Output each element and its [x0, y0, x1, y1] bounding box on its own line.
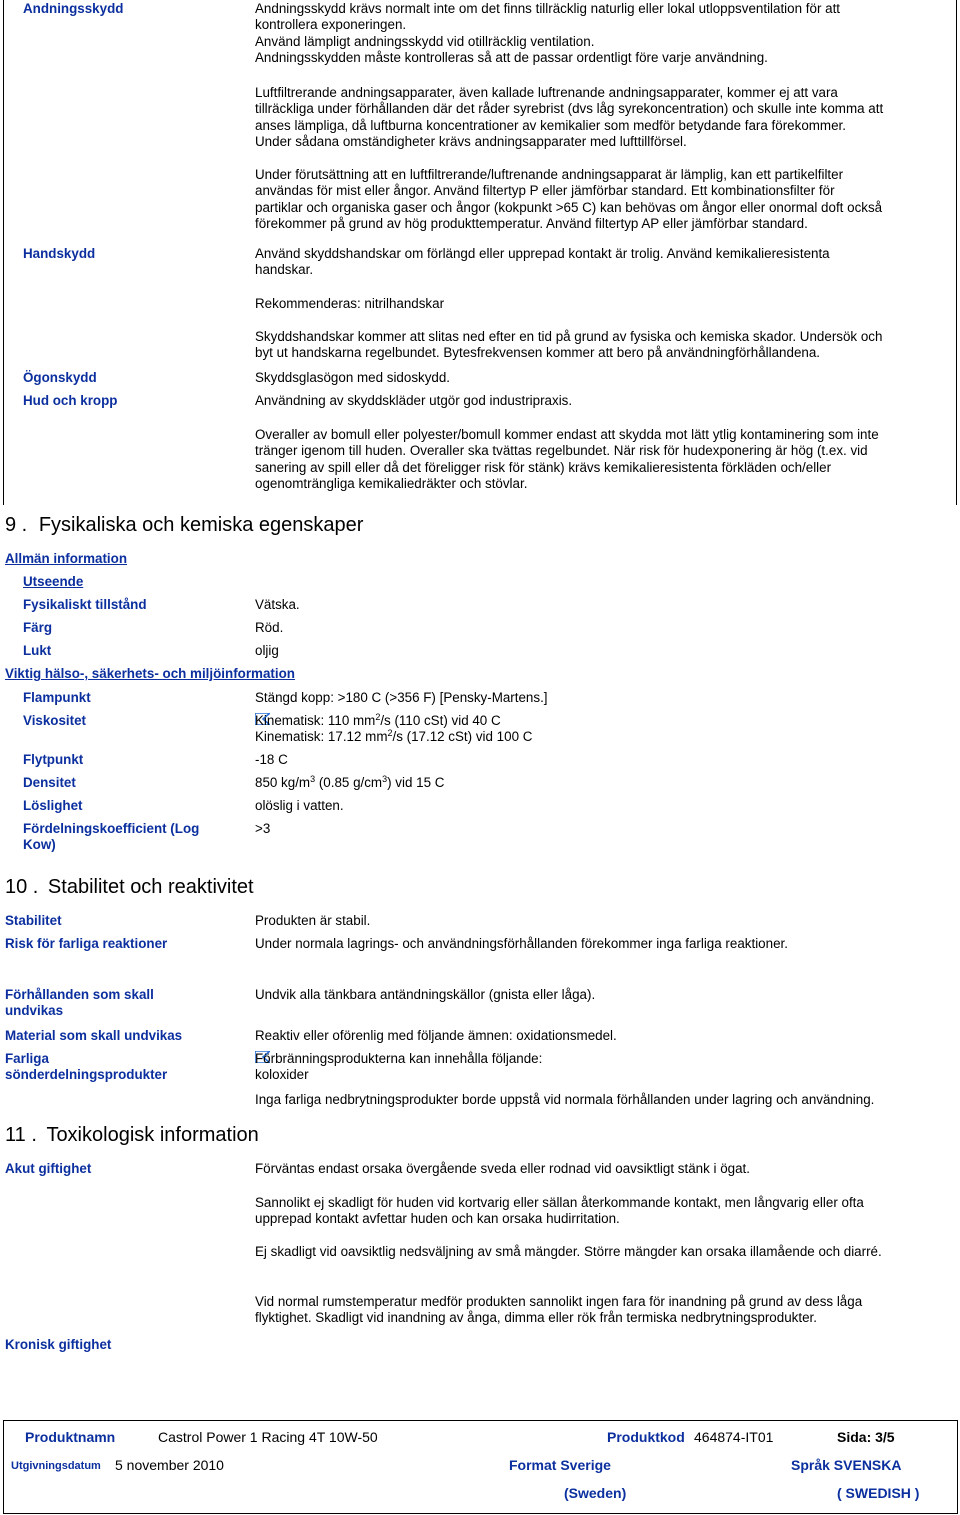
product-code-value: 464874-IT01: [694, 1429, 774, 1445]
skin-protection-label: Hud och kropp: [23, 393, 118, 408]
eye-protection-label: Ögonskydd: [23, 370, 97, 385]
format-label: Format Sverige: [509, 1457, 611, 1473]
respiratory-text-3: Under förutsättning att en luftfiltrerande/luftrenande andningsapparat är lämplig, kan ett partikelfilter användas för mist eller ångor. Använd filtertyp P eller jämförbar standard. Ett kombinationsfilter för partiklar och organiska gaser och ångor (kokpunkt >65 C) kan behövas om ångor eller onormal doft också förekommer på grund av hög produkttemperatur. Använd filtertyp AP eller jämförbar standard.: [255, 167, 883, 232]
hand-recommendation: Rekommenderas: nitrilhandskar: [255, 296, 445, 311]
language-label: Språk SVENSKA: [791, 1457, 902, 1473]
general-information-heading: Allmän information: [5, 551, 128, 566]
section-10-number: 10 .: [5, 876, 39, 898]
appearance-heading: Utseende: [23, 574, 84, 589]
format-country: (Sweden): [564, 1485, 627, 1501]
color-value: Röd.: [255, 620, 284, 635]
physical-state-label: Fysikaliskt tillstånd: [23, 597, 147, 612]
skin-protection-value: Användning av skyddskläder utgör god industripraxis.: [255, 393, 573, 408]
solubility-value: olöslig i vatten.: [255, 798, 344, 813]
solubility-label: Löslighet: [23, 798, 83, 813]
section-9-heading: [5, 513, 363, 537]
health-safety-heading: Viktig hälso-, säkerhets- och miljöinformation: [5, 666, 295, 681]
section-11-title: Toxikologisk information: [46, 1124, 259, 1146]
product-name-value: Castrol Power 1 Racing 4T 10W-50: [158, 1429, 378, 1445]
product-code-label: Produktkod: [607, 1429, 685, 1445]
hand-protection-text-2: Skyddshandskar kommer att slitas ned efter en tid på grund av fysiska och kemiska skador. Undersök och byt ut handskarna regelbundet. Bytesfrekvensen kommer att bero på användningförhållandena.: [255, 329, 883, 361]
acute-toxicity-inhalation: Vid normal rumstemperatur medför produkten sannolikt ingen fara för inandning på grund av dess låga flyktighet. Skadligt vid inandning av ånga, dimma eller rök från termiska nedbrytningsprodukter.: [255, 1294, 863, 1326]
acute-toxicity-label: Akut giftighet: [5, 1161, 92, 1176]
stability-value: Produkten är stabil.: [255, 913, 371, 928]
hazardous-reactions-label: Risk för farliga reaktioner: [5, 936, 168, 951]
partition-coefficient-label: Fördelningskoefficient (Log Kow): [23, 821, 200, 853]
acute-toxicity-ingestion: Ej skadligt vid oavsiktlig nedsväljning av små mängder. Större mängder kan orsaka illamående och diarré.: [255, 1244, 882, 1259]
density-label: Densitet: [23, 775, 76, 790]
page-footer: [3, 1420, 958, 1514]
partition-coefficient-value: >3: [255, 821, 271, 836]
respiratory-text-2: Luftfiltrerande andningsapparater, även kallade luftrenande andningsapparater, kommer ej att vara tillräckliga under förhållanden där det råder syrebrist (dvs låg syrekoncentration) och skulle inte komma att anses lämpliga, då luftburna koncentrationer av kemikalier som medför betydande fara förekommer. Under sådana omständigheter krävs andningsapparater med lufttillförsel.: [255, 85, 884, 150]
decomposition-note: Inga farliga nedbrytningsprodukter borde uppstå vid normala förhållanden under lagring och användning.: [255, 1092, 875, 1107]
conditions-to-avoid-label: Förhållanden som skall undvikas: [5, 987, 154, 1019]
decomposition-products-value: Förbränningsprodukterna kan innehålla följande: koloxider: [255, 1051, 543, 1083]
hazardous-reactions-value: Under normala lagrings- och användningsförhållanden förekommer inga farliga reaktioner.: [255, 936, 788, 951]
section-9-title: Fysikaliska och kemiska egenskaper: [38, 514, 364, 536]
acute-toxicity-eye: Förväntas endast orsaka övergående sveda eller rodnad vid oavsiktligt stänk i ögat.: [255, 1161, 750, 1176]
decomposition-products-label: Farliga sönderdelningsprodukter: [5, 1051, 168, 1083]
density-value: 850 $kg/m^3$ (0.85 $g/cm^3$) vid 15 C: [255, 774, 445, 790]
physical-state-value: Vätska.: [255, 597, 300, 612]
stability-label: Stabilitet: [5, 913, 62, 928]
hand-protection-text: Använd skyddshandskar om förlängd eller upprepad kontakt är trolig. Använd kemikalieresistenta handskar.: [255, 246, 830, 278]
right-border-line: [956, 0, 957, 505]
flash-point-label: Flampunkt: [23, 690, 91, 705]
respiratory-text-1: Andningsskydd krävs normalt inte om det finns tillräcklig naturlig eller lokal utloppsventilation för att kontrollera exponeringen. Använd lämpligt andningsskydd vid otillräcklig ventilation. Andningsskydden måste kontrolleras så att de passar ordentligt före varje användning.: [255, 1, 841, 66]
pour-point-label: Flytpunkt: [23, 752, 84, 767]
page-number: Sida: 3/5: [837, 1429, 895, 1445]
product-name-label: Produktnamn: [25, 1429, 116, 1445]
section-11-heading: [5, 1123, 259, 1147]
section-11-number: 11 .: [5, 1124, 37, 1146]
odor-label: Lukt: [23, 643, 52, 658]
incompatible-materials-label: Material som skall undvikas: [5, 1028, 183, 1043]
color-label: Färg: [23, 620, 53, 635]
respiratory-label: Andningsskydd: [23, 1, 124, 16]
conditions-to-avoid-value: Undvik alla tänkbara antändningskällor (gnista eller låga).: [255, 987, 596, 1002]
issue-date-label: Utgivningsdatum: [11, 1460, 101, 1472]
pour-point-value: -18 C: [255, 752, 288, 767]
chronic-toxicity-label: Kronisk giftighet: [5, 1337, 112, 1352]
acute-toxicity-skin: Sannolikt ej skadligt för huden vid kortvarig eller sällan återkommande kontakt, men långvarig eller ofta upprepad kontakt avfettar huden och kan orsaka hudirritation.: [255, 1195, 864, 1227]
odor-value: oljig: [255, 643, 279, 658]
language-sub: ( SWEDISH ): [837, 1485, 920, 1501]
issue-date-value: 5 november 2010: [115, 1457, 224, 1473]
left-border-line: [3, 0, 4, 505]
eye-protection-value: Skyddsglasögon med sidoskydd.: [255, 370, 451, 385]
section-10-title: Stabilitet och reaktivitet: [47, 876, 254, 898]
viscosity-label: Viskositet: [23, 713, 87, 728]
section-9-number: 9 .: [5, 514, 28, 536]
flash-point-value: Stängd kopp: >180 C (>356 F) [Pensky-Martens.]: [255, 690, 548, 705]
hand-protection-label: Handskydd: [23, 246, 96, 261]
section-10-heading: [5, 875, 254, 899]
incompatible-materials-value: Reaktiv eller oförenlig med följande ämnen: oxidationsmedel.: [255, 1028, 617, 1043]
skin-protection-text: Overaller av bomull eller polyester/bomull kommer endast att skydda mot lätt ytlig kontaminering som inte tränger igenom till huden. Overaller ska tvättas regelbundet. När risk för hudexponering är hög (t.ex. vid sanering av spill eller då det föreligger risk för stänk) krävs kemikalieresistenta förkläden och/eller ogenomträngliga kemikaliedräkter och stövlar.: [255, 427, 879, 492]
viscosity-value: Kinematisk: 110 $mm^2/s$ (110 cSt) vid 40 C Kinematisk: 17.12 $mm^2/s$ (17.12 cSt) vid 100 C: [255, 712, 533, 745]
